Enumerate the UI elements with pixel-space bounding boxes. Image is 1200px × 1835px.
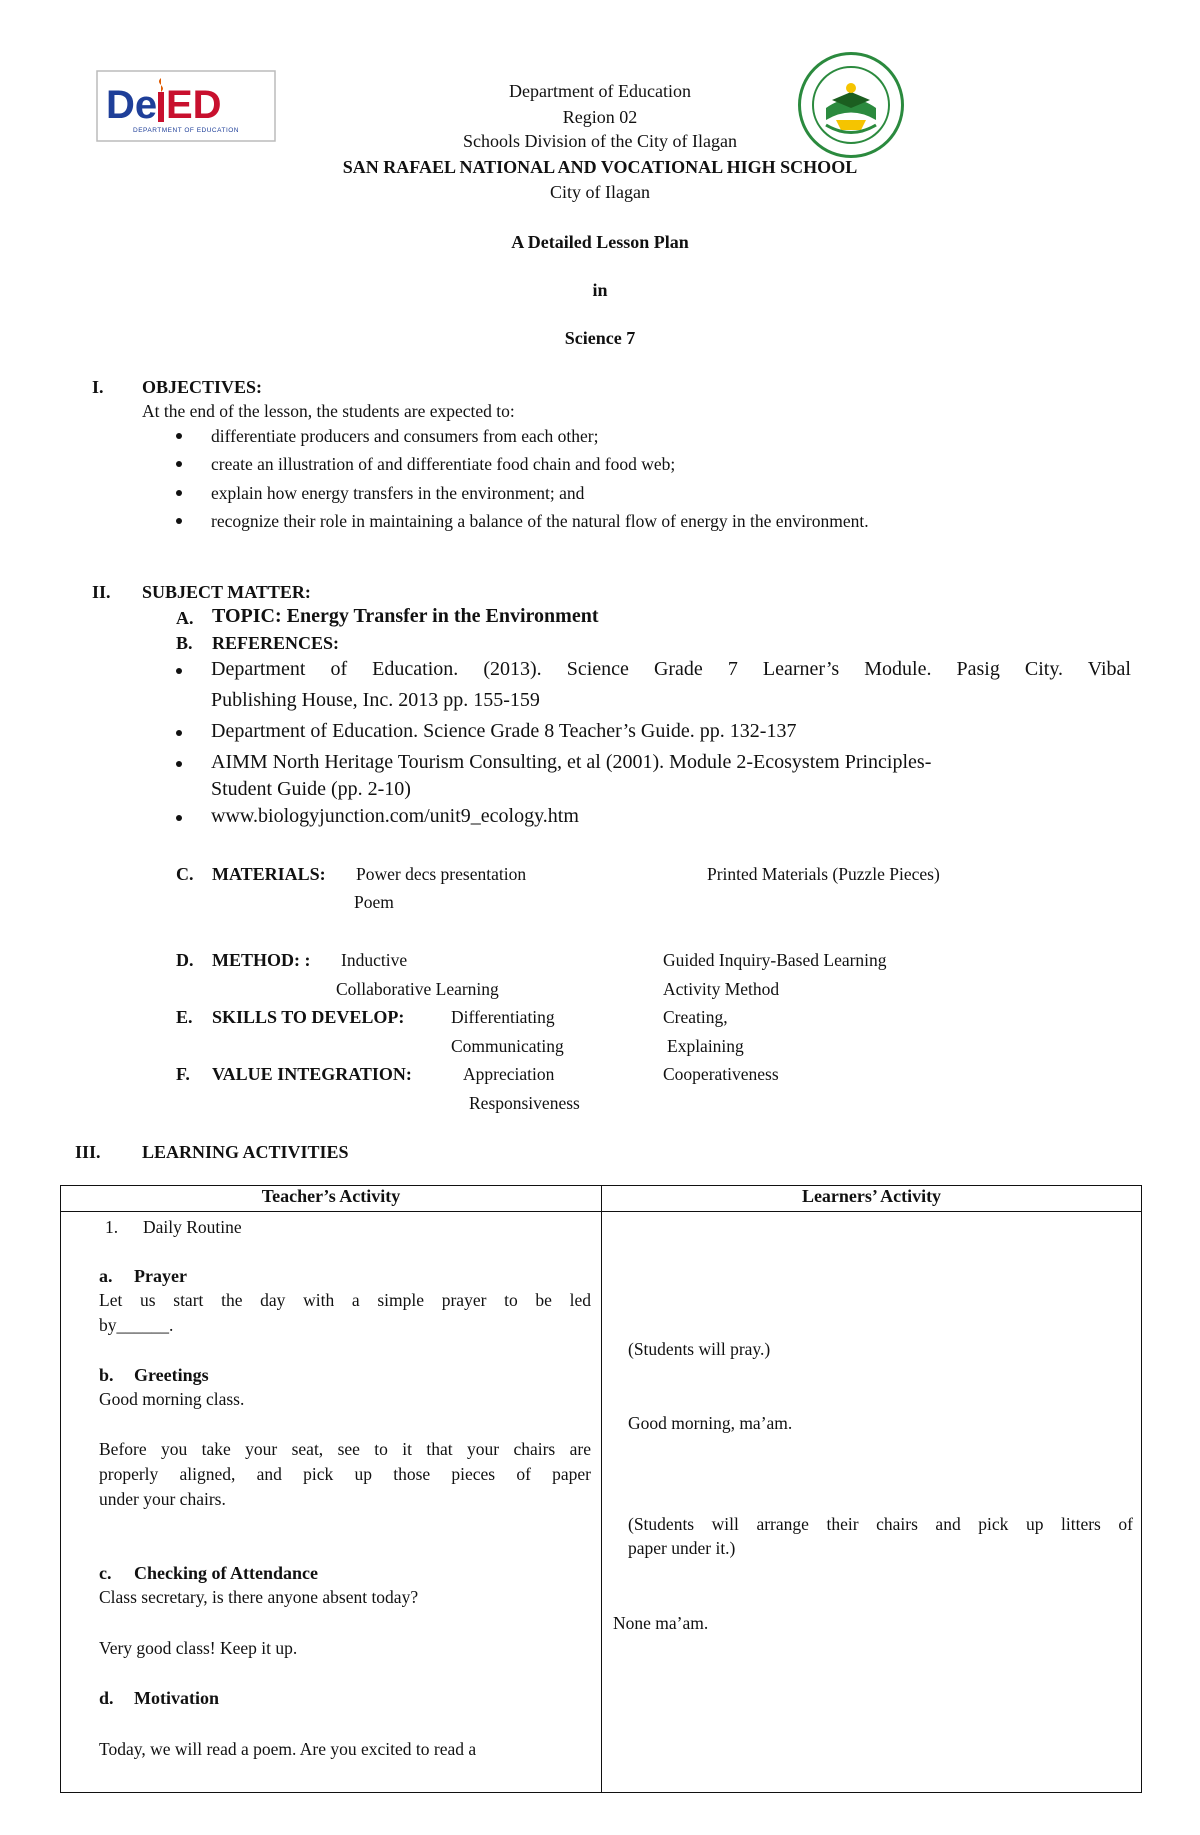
skills-item: Creating, [663, 1007, 728, 1027]
skills-item: Explaining [667, 1036, 744, 1056]
references-heading: REFERENCES: [212, 633, 340, 653]
seat-instruction-continued: properly aligned, and pick up those pieces of paper [99, 1464, 591, 1484]
prayer-heading: Prayer [134, 1266, 187, 1286]
title-subject: Science 7 [564, 328, 636, 348]
value-label: F. [176, 1064, 190, 1084]
learner-column-header: Learners’ Activity [602, 1186, 1142, 1212]
method-item: Guided Inquiry-Based Learning [663, 950, 887, 970]
praise-text: Very good class! Keep it up. [99, 1638, 298, 1658]
objective-item: explain how energy transfers in the environment; and [211, 483, 585, 503]
value-heading: VALUE INTEGRATION: [212, 1064, 412, 1084]
method-heading: METHOD: : [212, 950, 311, 970]
method-label: D. [176, 950, 194, 970]
bullet-icon [176, 490, 182, 496]
header-city: City of Ilagan [550, 182, 650, 202]
subject-number: II. [92, 582, 111, 602]
prayer-label: a. [99, 1266, 113, 1286]
motivation-label: d. [99, 1688, 114, 1708]
attendance-text: Class secretary, is there anyone absent today? [99, 1587, 419, 1607]
subject-heading: SUBJECT MATTER: [142, 582, 311, 602]
reference-link[interactable]: www.biologyjunction.com/unit9_ecology.htm [211, 805, 579, 827]
reference-item: Department of Education. (2013). Science Grade 7 Learner’s Module. Pasig City. Vibal [211, 658, 1131, 680]
greetings-label: b. [99, 1365, 114, 1385]
reference-item: Department of Education. Science Grade 8 Teacher’s Guide. pp. 132-137 [211, 720, 797, 742]
bullet-icon [176, 668, 182, 674]
bullet-icon [176, 761, 182, 767]
teacher-column-header: Teacher’s Activity [61, 1186, 602, 1212]
method-item: Activity Method [663, 979, 780, 999]
objectives-heading: OBJECTIVES: [142, 377, 263, 397]
objectives-number: I. [92, 377, 104, 397]
header-school-name: SAN RAFAEL NATIONAL AND VOCATIONAL HIGH SCHOOL [342, 157, 858, 177]
method-item: Inductive [341, 950, 408, 970]
learner-arrange-continued: paper under it.) [628, 1538, 736, 1558]
attendance-label: c. [99, 1563, 112, 1583]
header-region: Region 02 [562, 107, 638, 127]
topic-text: TOPIC: Energy Transfer in the Environment [212, 605, 599, 627]
objective-item: create an illustration of and differentiate food chain and food web; [211, 454, 676, 474]
reference-item: AIMM North Heritage Tourism Consulting, et al (2001). Module 2-Ecosystem Principles- [211, 751, 932, 773]
skills-heading: SKILLS TO DEVELOP: [212, 1007, 405, 1027]
routine-number: 1. [105, 1217, 119, 1237]
learner-arrange: (Students will arrange their chairs and pick up litters of [628, 1514, 1133, 1534]
attendance-heading: Checking of Attendance [134, 1563, 318, 1583]
svg-text:De: De [106, 83, 158, 127]
learner-none: None ma’am. [613, 1613, 709, 1633]
learning-activities-table [60, 1185, 1142, 1793]
motivation-text: Today, we will read a poem. Are you excited to read a [99, 1739, 477, 1759]
materials-heading: MATERIALS: [212, 864, 326, 884]
value-item: Appreciation [463, 1064, 555, 1084]
bullet-icon [176, 730, 182, 736]
topic-label: A. [176, 608, 194, 628]
prayer-text-continued: by______. [99, 1315, 174, 1335]
learning-number: III. [75, 1142, 101, 1162]
value-item: Responsiveness [469, 1093, 580, 1113]
learning-heading: LEARNING ACTIVITIES [142, 1142, 349, 1162]
routine-heading: Daily Routine [143, 1217, 242, 1237]
motivation-heading: Motivation [134, 1688, 219, 1708]
bullet-icon [176, 815, 182, 821]
skills-item: Differentiating [451, 1007, 555, 1027]
objective-item: recognize their role in maintaining a balance of the natural flow of energy in the environment. [211, 511, 869, 531]
seat-instruction: Before you take your seat, see to it that your chairs are [99, 1439, 591, 1459]
bullet-icon [176, 433, 182, 439]
materials-item: Power decs presentation [356, 864, 527, 884]
teacher-activity-cell [61, 1212, 602, 1793]
deped-logo-subtitle: DEPARTMENT OF EDUCATION [133, 127, 239, 134]
objectives-intro: At the end of the lesson, the students are expected to: [142, 401, 515, 421]
learner-pray: (Students will pray.) [628, 1339, 771, 1359]
header-division: Schools Division of the City of Ilagan [463, 131, 737, 151]
objective-item: differentiate producers and consumers from each other; [211, 426, 599, 446]
greetings-text: Good morning class. [99, 1389, 245, 1409]
materials-item: Printed Materials (Puzzle Pieces) [707, 864, 940, 884]
skills-label: E. [176, 1007, 193, 1027]
method-item: Collaborative Learning [336, 979, 499, 999]
value-item: Cooperativeness [663, 1064, 779, 1084]
header-department: Department of Education [509, 81, 691, 101]
bullet-icon [176, 518, 182, 524]
skills-item: Communicating [451, 1036, 564, 1056]
learner-activity-cell [602, 1212, 1142, 1793]
seat-instruction-end: under your chairs. [99, 1489, 226, 1509]
title-in: in [592, 280, 608, 300]
reference-item-continued: Student Guide (pp. 2-10) [211, 778, 411, 800]
bullet-icon [176, 461, 182, 467]
references-label: B. [176, 633, 193, 653]
materials-label: C. [176, 864, 194, 884]
materials-item: Poem [354, 892, 394, 912]
reference-item-continued: Publishing House, Inc. 2013 pp. 155-159 [211, 689, 540, 711]
greetings-heading: Greetings [134, 1365, 209, 1385]
prayer-text: Let us start the day with a simple prayer to be led [99, 1290, 591, 1310]
svg-text:ED: ED [166, 83, 222, 127]
learner-greet: Good morning, ma’am. [628, 1413, 793, 1433]
title-lesson-plan: A Detailed Lesson Plan [511, 232, 689, 252]
